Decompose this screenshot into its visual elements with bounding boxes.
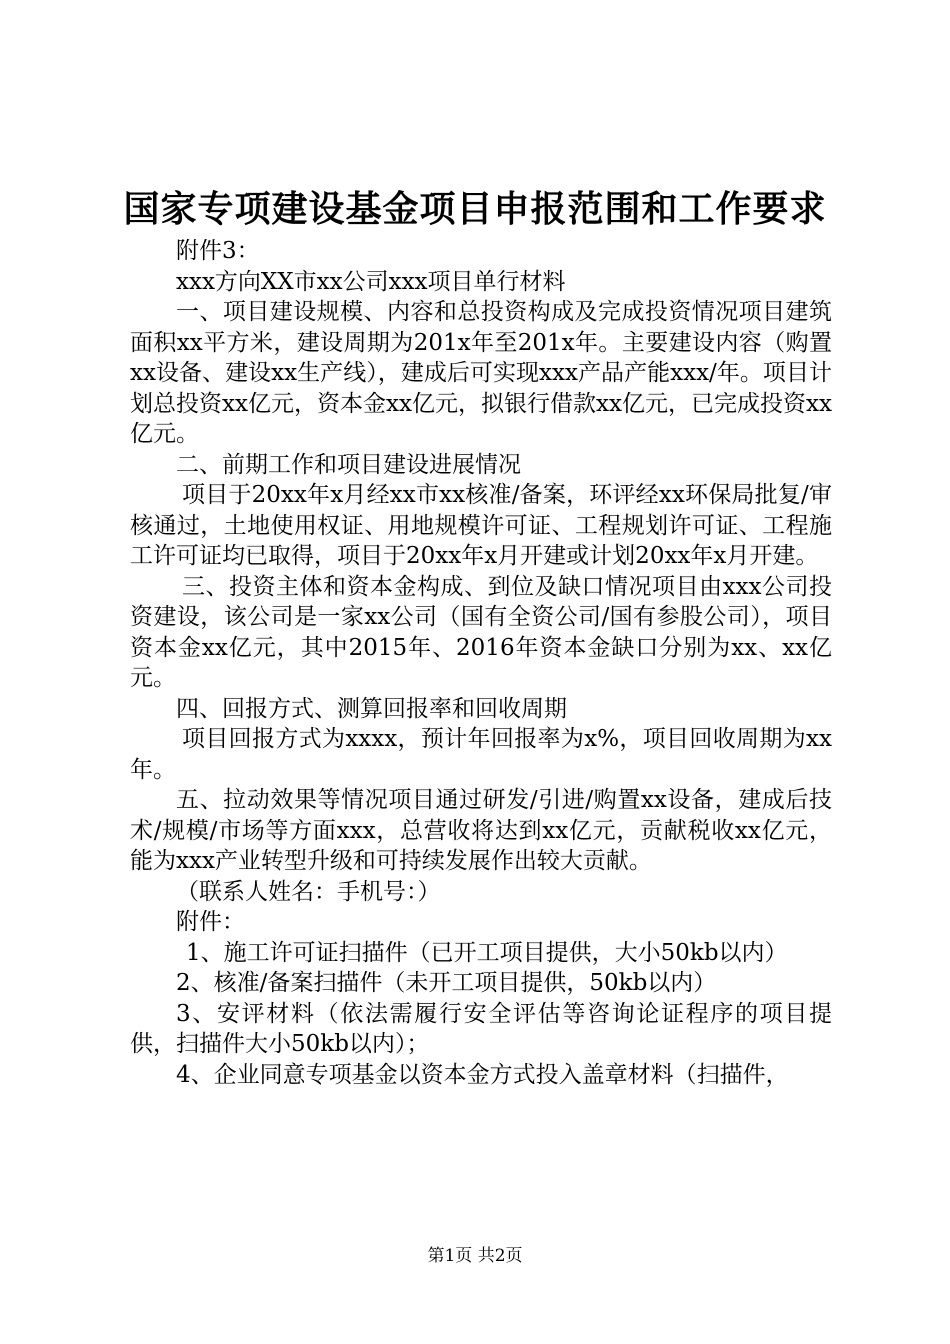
paragraph-attachment-item-2: 2、核准/备案扫描件（未开工项目提供，50kb以内） — [176, 970, 717, 996]
paragraph-section-2-heading: 二、前期工作和项目建设进展情况 — [176, 451, 521, 478]
document-title: 国家专项建设基金项目申报范围和工作要求 — [123, 188, 827, 230]
paragraph-attachment-item-1: 1、施工许可证扫描件（已开工项目提供，大小50kb以内） — [186, 939, 788, 966]
paragraph-section-4-heading: 四、回报方式、测算回报率和回收周期 — [176, 695, 567, 722]
paragraph-section-4-body: 项目回报方式为xxxx，预计年回报率为x%，项目回收周期为xx年。 — [130, 726, 832, 783]
paragraph-section-2-body: 项目于20xx年x月经xx市xx核准/备案，环评经xx环保局批复/审核通过，土地使用权证、用地规模许可证、工程规划许可证、工程施工许可证均已取得，项目于20xx年x月开建或计划20xx年x月开建。 — [130, 482, 832, 569]
paragraph-section-1: 一、项目建设规模、内容和总投资构成及完成投资情况项目建筑面积xx平方米，建设周期为201x年至201x年。主要建设内容（购置xx设备、建设xx生产线），建成后可实现xxx产品产能xxx/年。项目计划总投资xx亿元，资本金xx亿元，拟银行借款xx亿元，已完成投资xx亿元。 — [130, 299, 832, 447]
paragraph-material-title: xxx方向XX市xx公司xxx项目单行材料 — [176, 268, 566, 295]
paragraph-attachment-item-3: 3、安评材料（依法需履行安全评估等咨询论证程序的项目提供，扫描件大小50kb以内）； — [130, 1000, 832, 1057]
paragraph-attachment-item-4: 4、企业同意专项基金以资本金方式投入盖章材料（扫描件， — [176, 1061, 789, 1088]
paragraph-section-3: 三、投资主体和资本金构成、到位及缺口情况项目由xxx公司投资建设，该公司是一家xx公司（国有全资公司/国有参股公司），项目资本金xx亿元，其中2015年、2016年资本金缺口分别为xx、xx亿元。 — [130, 573, 832, 691]
page-number-footer: 第1页 共2页 — [427, 1246, 523, 1266]
paragraph-attachments-label: 附件： — [176, 909, 245, 935]
document-body — [130, 236, 832, 1090]
paragraph-attachment-label: 附件3： — [176, 238, 260, 264]
paragraph-section-5: 五、拉动效果等情况项目通过研发/引进/购置xx设备，建成后技术/规模/市场等方面xxx，总营收将达到xx亿元，贡献税收xx亿元，能为xxx产业转型升级和可持续发展作出较大贡献。 — [130, 787, 832, 874]
paragraph-contact: （联系人姓名：手机号：） — [176, 878, 441, 905]
